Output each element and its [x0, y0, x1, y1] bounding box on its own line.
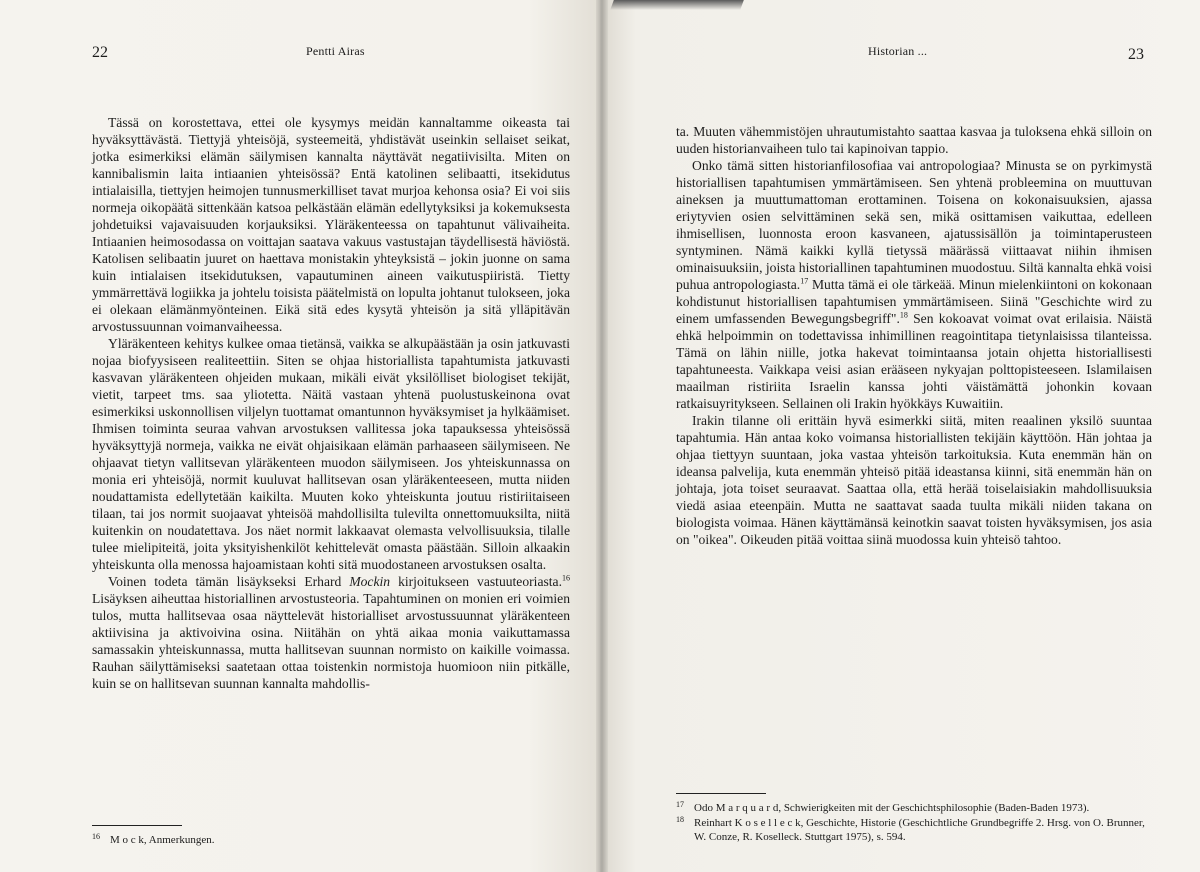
paragraph — [92, 573, 570, 692]
footnote — [676, 801, 1152, 816]
text-run: Irakin tilanne oli erittäin hyvä esimerkki siitä, miten reaalinen yksilö suuntaa tapahtumia. Hän antaa koko voimansa historiallisten tekijäin käyttöön. Hän johtaa ja ohjaa tiettyyn suuntaan, joka vastaa yhteisön tarkoituksia. Kuta enemmän hän on ideansa palvelija, kuta enemmän yhteisö pitää ideastansa kiinni, sitä enemmän hän on johtaja, jota toiset seuraavat. Saattaa olla, että herää toiselaisiakin mahdollisuuksia viedä asiaa eteenpäin. Mutta ne saattavat saada tuulta mikäli niiden takana on biologista voimaa. Hänen käyttämänsä keinotkin saavat toisten hyväksymisen, jos asia on "oikea". Oikeuden pitää voittaa siinä muodossa kuin yhteisö tahtoo. — [676, 413, 1152, 547]
footnote-text: Reinhart K o s e l l e c k, Geschichte, Historie (Geschichtliche Grundbegriffe 2. Hrsg. von O. Brunner, W. Conze, R. Koselleck. Stuttgart 1975), s. 594. — [694, 816, 1145, 843]
right-page — [600, 0, 1200, 872]
footnote-ref: 16 — [561, 573, 570, 583]
text-run: Tässä on korostettava, ettei ole kysymys meidän kannaltamme oikeasta tai hyväksyttävästä. Tiettyjä yhteisöjä, systeemeitä, yhdistävät useinkin sellaiset seikat, jotka esimerkiksi elämän säilymisen kannalta näyttävät negatiivisilta. Miten on kannibalismin laita intiaanien yhteisössä? Entä katolinen selibaatti, itsekidutus intialaisilla, tiettyjen heimojen tunnusmerkilliset tavat murjoa kehonsa osia? Ei voi siis normeja oikopäätä sittenkään katsoa pelkästään elämän edellytyksiksi ja kokemuksesta johdetuiksi vajavaisuuden korjauksiksi. Yläräkenteessa on tapahtunut välivaiheita. Intiaanien heimosodassa on voittajan saatava vakuus vastustajan täydellisestä häviöstä. Katolisen selibaatin juuret on haettava monistakin yhteyksistä – jokin juonne on sama kuin intialaisen itsekidutuksen, vapautuminen aineen vaikutuspiiristä. Tietty ymmärrettävä logiikka ja johtelu toisista päätelmistä on lopulta johtanut tulokseen, joka ei olekaan elämänmyönteinen. Eikä sitä edes kysytä yhteisön ja sitä ylläpitävän arvostussuunnan voimanvaiheessa. — [92, 115, 570, 334]
footnote-rule — [92, 825, 182, 826]
text-run: Yläräkenteen kehitys kulkee omaa tietänsä, vaikka se alkupäästään ja osin jatkuvasti nojaa biofyysiseen realiteettiin. Siten se ohjaa historiallista tapahtumista jatkuvasti kasvavan yläräkenteen ohjeiden mukaan, mikäli eivät yksilölliset biologiset tekijät, vietit, tarpeet tms. saa yliotetta. Näitä vastaan yhtenä puolustuskeinona ovat esimerkiksi uskonnollisen viljelyn tuottamat omantunnon hyväksymiset ja hylkäämiset. Ihmisen toiminta seuraa vahvan arvostuksen vallitessa joka tapauksessa yhteisössä hyväksyttyjä normeja, vaikka ne eivät ohjaisikaan elämän parhaaseen säilymiseen. Ne ohjaavat tietyn vallitsevan yläräkenteen muodon säilymiseen. Jos yhteiskunnassa on monia eri yhteisöjä, normit kuuluvat hallitsevan osan yläräkenteeseen, mutta niiden noudattamista edellytetään kaikilta. Muuten koko yhteiskunta joutuu ristiriitaiseen tilaan, tai jos normit suojaavat yhteisöä mahdollisilta tulevilta onnettomuuksilta, niitä kuitenkin on noudatettava. Jos näet normit lakkaavat olemasta velvollisuuksia, tilalle tulee mielipiteitä, joita yksityishenkilöt kehittelevät omasta päästään. Silloin alkaakin yhteiskunta olla menossa hajoamistaan kohti sitä muodostaneen arvostuksen osalta. — [92, 336, 570, 572]
paragraph — [92, 114, 570, 335]
footnotes — [676, 801, 1152, 845]
running-head: Historian ... — [868, 44, 928, 58]
paragraph — [676, 412, 1152, 548]
footnotes — [92, 833, 570, 848]
text-run: Sen kokoavat voimat ovat erilaisia. Näistä ehkä helpoimmin on todettavissa inhimillinen reagointitapa tietynlaisissa tilanteissa. Tämä on lähin niille, jotka hakevat toimintaansa jotain ohjetta historiallisesti tapahtuneesta. Vaikkapa veisi asian erääseen nykyajan polttopisteeseen. Islamilaisen maailman ristiriita Israelin kanssa johti väistämättä johonkin kovaan ratkaisuyritykseen. Sellainen oli Irakin hyökkäys Kuwaitiin. — [676, 311, 1152, 411]
text-run: Voinen todeta tämän lisäykseksi Erhard — [108, 574, 350, 589]
footnote-number: 18 — [676, 814, 684, 824]
footnote — [92, 833, 570, 848]
footnote-ref: 17 — [800, 276, 809, 286]
paragraph — [676, 123, 1152, 157]
text-run: Mutta tämä ei ole tärkeää. Minun mielenkiintoni on kokonaan kohdistunut historiallisen tapahtumisen ymmärtämiseen. Siinä "Geschichte wird zu einem umfassenden Bewegungsbegriff". — [676, 277, 1153, 326]
footnote-text: M o c k, Anmerkungen. — [110, 834, 215, 846]
text-run: kirjoitukseen vastuuteoriasta. — [390, 574, 562, 589]
footnote-text: Odo M a r q u a r d, Schwierigkeiten mit der Geschichtsphilosophie (Baden-Baden 1973). — [694, 802, 1090, 814]
page-edge-shadow — [610, 0, 744, 10]
page-number: 23 — [1128, 46, 1144, 63]
footnote-number: 16 — [92, 832, 100, 841]
running-head: Pentti Airas — [306, 44, 365, 58]
body-text — [92, 114, 570, 692]
footnote-number: 17 — [676, 800, 684, 809]
footnote-rule — [676, 793, 766, 794]
emphasis-text: Mockin — [349, 574, 391, 589]
text-run: ta. Muuten vähemmistöjen uhrautumistahto saattaa kasvaa ja tuloksena ehkä silloin on uuden historianvaiheen tulo tai kapinoivan tappio. — [676, 124, 1152, 156]
footnote — [676, 816, 1152, 845]
footnote-ref: 18 — [899, 310, 908, 320]
gutter-shadow — [596, 0, 608, 872]
page-number: 22 — [92, 44, 108, 61]
body-text — [676, 123, 1152, 548]
paragraph — [676, 157, 1152, 412]
paragraph — [92, 335, 570, 573]
text-run: Lisäyksen aiheuttaa historiallinen arvostusteoria. Tapahtuminen on monien eri voimien tulos, mutta hallitsevaa osaa näyttelevät historialliset arvostussuunnat yläräkenteen aktiivisina ja aktivoivina osina. Niitähän on yhtä aikaa monia vaikuttamassa samassakin yhteiskunnassa, mutta hallitsevan suunnan normisto on kaikille voimassa. Rauhan säilyttämiseksi saatetaan ottaa toistenkin normistoja huomioon niin pitkälle, kuin se on hallitsevan suunnan kannalta mahdollis- — [92, 591, 570, 691]
text-run: Onko tämä sitten historianfilosofiaa vai antropologiaa? Minusta se on pyrkimystä historiallisen tapahtumisen ymmärtämiseen. Sen yhtenä probleemina on muuttuvan aineksen ja muuttumattoman erottaminen. Toisena on kokonaisuuksien, ajassa eriytyvien osien selvittäminen sekä sen, mikä osittamisen vaikuttaa, edelleen ihmisellisen, luonnosta eroon kasvaneen, ajatussisällön ja toimintaperusteen syntyminen. Nämä kaikki kyllä tietyssä määrässä viittaavat niihin ihmisen ominaisuuksiin, joista historiallinen tapahtuminen muodostuu. Siltä kannalta ehkä voisi puhua antropologiasta. — [676, 158, 1152, 292]
